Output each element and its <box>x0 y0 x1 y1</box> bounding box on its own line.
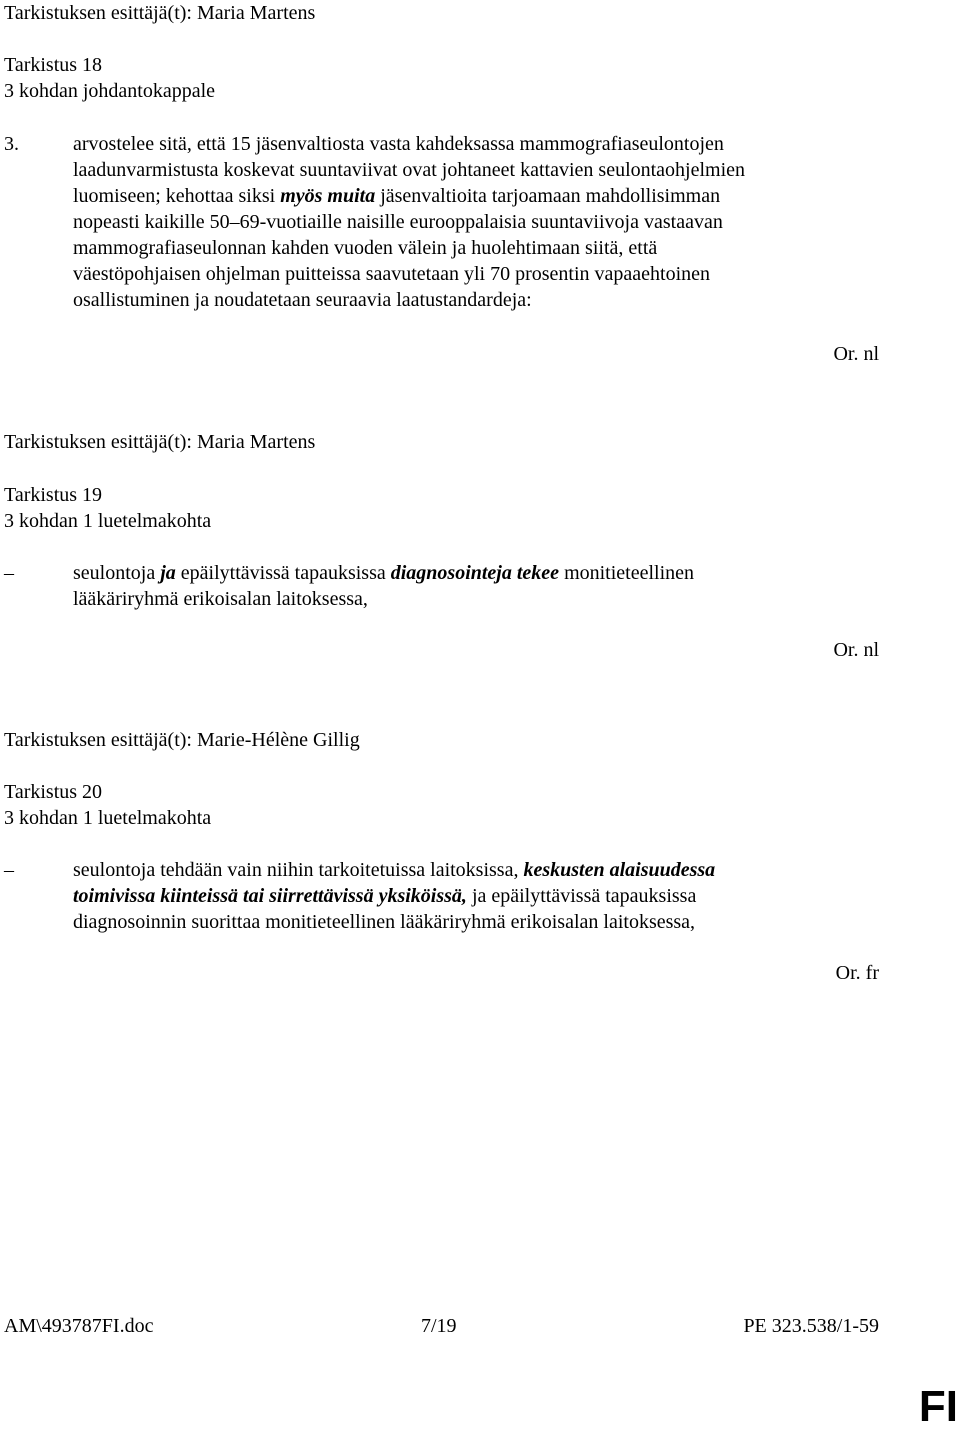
text-run: jäsenvaltioita tarjoamaan mahdollisimman <box>375 185 721 207</box>
text-line <box>73 235 863 261</box>
original-language: Or. nl <box>833 639 879 661</box>
amendment-text <box>73 560 863 612</box>
text-run: epäilyttävissä tapauksissa <box>175 562 391 584</box>
text-run: väestöpohjaisen ohjelman puitteissa saavutetaan yli 70 prosentin vapaaehtoinen <box>73 263 711 285</box>
amendment-number: Tarkistus 19 <box>4 484 103 506</box>
amendment-author: Tarkistuksen esittäjä(t): Maria Martens <box>4 2 316 24</box>
emphasized-text: ja <box>160 562 176 584</box>
amendment-reference: 3 kohdan johdantokappale <box>4 80 216 102</box>
amendment-number: Tarkistus 18 <box>4 54 103 76</box>
emphasized-text: keskusten alaisuudessa <box>523 859 716 881</box>
text-line <box>73 883 863 909</box>
text-run: laadunvarmistusta koskevat suuntaviivat ovat johtaneet kattavien seulontaohjelmien <box>73 159 746 181</box>
text-run: nopeasti kaikille 50–69-vuotiaille naisille eurooppalaisia suuntaviivoja vastaavan <box>73 211 723 233</box>
footer-page-number: 7/19 <box>421 1315 457 1337</box>
footer-pe-ref: PE 323.538/1-59 <box>743 1315 879 1337</box>
text-run: diagnosoinnin suorittaa monitieteellinen lääkäriryhmä erikoisalan laitoksessa, <box>73 911 696 933</box>
amendment-reference: 3 kohdan 1 luetelmakohta <box>4 807 212 829</box>
footer-doc-ref: AM\493787FI.doc <box>4 1315 154 1337</box>
text-run: ja epäilyttävissä tapauksissa <box>466 885 697 907</box>
paragraph-marker: 3. <box>4 133 19 155</box>
amendment-number: Tarkistus 20 <box>4 781 103 803</box>
amendment-reference: 3 kohdan 1 luetelmakohta <box>4 510 212 532</box>
text-run: luomiseen; kehottaa siksi <box>73 185 281 207</box>
amendment-author: Tarkistuksen esittäjä(t): Marie-Hélène Gillig <box>4 729 360 751</box>
original-language: Or. nl <box>833 343 879 365</box>
text-line <box>73 261 863 287</box>
original-language: Or. fr <box>835 962 879 984</box>
text-line <box>73 560 863 586</box>
text-line <box>73 586 863 612</box>
dash-marker: – <box>4 859 14 881</box>
text-line <box>73 857 863 883</box>
text-run: osallistuminen ja noudatetaan seuraavia laatustandardeja: <box>73 289 532 311</box>
text-run: arvostelee sitä, että 15 jäsenvaltiosta vasta kahdeksassa mammografiaseulontojen <box>73 133 724 155</box>
emphasized-text: toimivissa kiinteissä tai siirrettävissä yksiköissä, <box>73 885 467 907</box>
amendment-text <box>73 131 863 313</box>
text-run: seulontoja <box>73 562 161 584</box>
amendment-text <box>73 857 863 935</box>
text-run: lääkäriryhmä erikoisalan laitoksessa, <box>73 588 368 610</box>
text-run: mammografiaseulonnan kahden vuoden välein ja huolehtimaan siitä, että <box>73 237 658 259</box>
text-run: monitieteellinen <box>559 562 695 584</box>
text-line <box>73 209 863 235</box>
emphasized-text: myös muita <box>280 185 376 207</box>
text-run: seulontoja tehdään vain niihin tarkoitetuissa laitoksissa, <box>73 859 524 881</box>
footer-language-code: FI <box>918 1382 958 1431</box>
text-line <box>73 183 863 209</box>
amendment-author: Tarkistuksen esittäjä(t): Maria Martens <box>4 431 316 453</box>
text-line <box>73 287 863 313</box>
text-line <box>73 909 863 935</box>
dash-marker: – <box>4 562 14 584</box>
text-line <box>73 131 863 157</box>
text-line <box>73 157 863 183</box>
emphasized-text: diagnosointeja tekee <box>390 562 560 584</box>
